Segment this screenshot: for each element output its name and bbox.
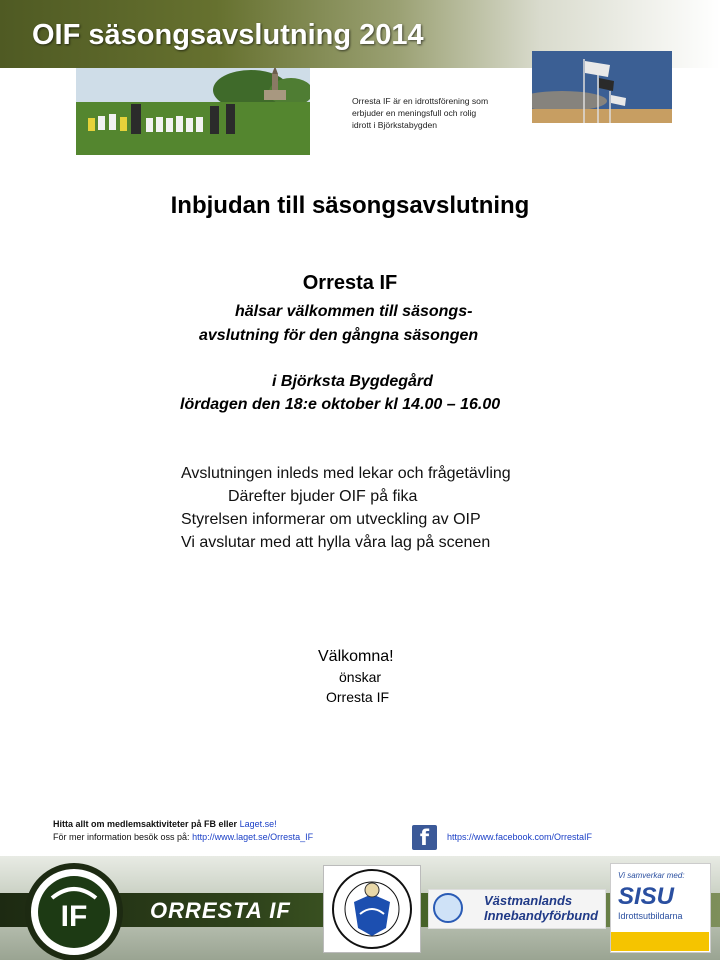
club-logo xyxy=(22,860,126,960)
laget-link[interactable]: Laget.se! xyxy=(239,819,277,829)
sisu-tagline: Vi samverkar med: xyxy=(618,871,685,880)
program-item: Därefter bjuder OIF på fika xyxy=(228,488,418,505)
footer-line-2-text: För mer information besök oss på: xyxy=(53,832,193,842)
program-item: Avslutningen inleds med lekar och frågetävling xyxy=(181,465,511,482)
facebook-icon[interactable]: f xyxy=(412,825,437,850)
footer-line-1-text: Hitta allt om medlemsaktiviteter på FB eller xyxy=(53,819,240,829)
sisu-name: SISU xyxy=(618,883,675,910)
greeting-line-2: avslutning för den gångna säsongen xyxy=(199,327,479,344)
intro-line-1: Orresta IF är en idrottsförening som xyxy=(352,96,489,106)
facebook-link[interactable]: https://www.facebook.com/OrrestaIF xyxy=(447,832,593,842)
footer-line-1 xyxy=(53,819,277,829)
brand-text: ORRESTA IF xyxy=(150,898,291,923)
innebandy-name-line-1: Västmanlands xyxy=(484,893,573,908)
fotboll-logo xyxy=(323,865,421,953)
intro-line-2: erbjuder en meningsfull och rolig xyxy=(352,108,477,118)
welcome-text: Välkomna! xyxy=(318,648,394,665)
intro-line-3: idrott i Björkstabygden xyxy=(352,120,438,130)
program-item: Vi avslutar med att hylla våra lag på scenen xyxy=(181,534,491,551)
club-crest-icon xyxy=(22,860,126,960)
flags-photo-illustration xyxy=(532,51,672,123)
program-item: Styrelsen informerar om utveckling av OIP xyxy=(181,511,481,528)
laget-url-link[interactable]: http://www.laget.se/Orresta_IF xyxy=(192,832,314,842)
floorball-icon xyxy=(433,893,463,923)
date-time: lördagen den 18:e oktober kl 14.00 – 16.00 xyxy=(180,396,501,413)
team-photo xyxy=(76,68,310,155)
sisu-yellow-bar xyxy=(611,932,709,951)
sisu-subtitle: Idrottsutbildarna xyxy=(618,911,683,921)
club-logo-letters: IF xyxy=(60,900,88,933)
wishes-text: önskar xyxy=(339,669,382,685)
venue: i Björksta Bygdegård xyxy=(272,373,433,390)
innebandy-name-line-2: Innebandyförbund xyxy=(484,908,599,923)
fotboll-crest-icon xyxy=(324,866,420,952)
invitation-heading: Inbjudan till säsongsavslutning xyxy=(170,192,530,219)
club-name: Orresta IF xyxy=(302,272,398,294)
signature: Orresta IF xyxy=(326,689,390,705)
greeting-line-1: hälsar välkommen till säsongs- xyxy=(235,303,473,320)
page-title: OIF säsongsavslutning 2014 xyxy=(32,19,424,51)
flags-photo xyxy=(532,51,672,123)
intro-text xyxy=(352,95,522,131)
footer-line-2 xyxy=(53,832,313,842)
team-photo-illustration xyxy=(76,68,310,155)
